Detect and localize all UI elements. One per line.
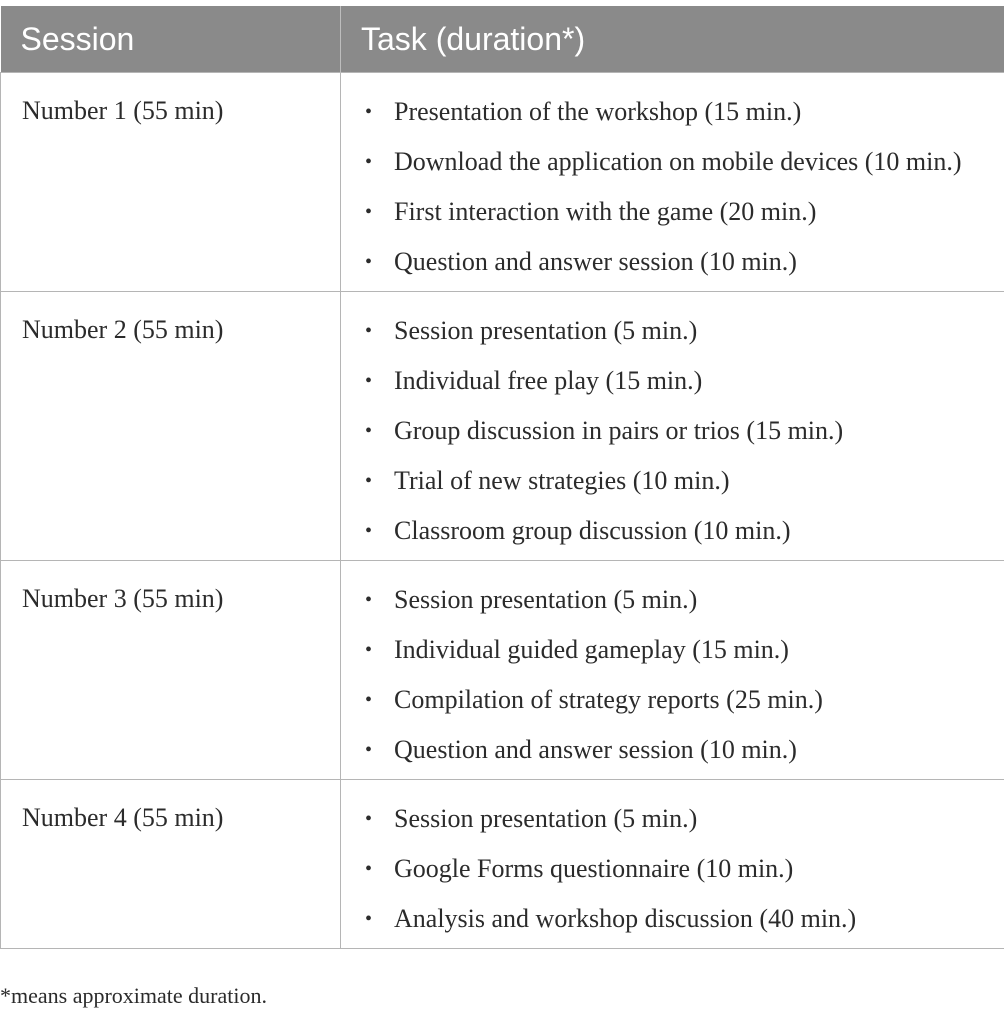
task-text: Question and answer session (10 min.) — [394, 247, 797, 276]
list-item — [341, 794, 1004, 844]
schedule-table-container — [0, 6, 1004, 949]
header-task: Task (duration*) — [341, 6, 1004, 73]
bullet-icon: • — [365, 151, 373, 173]
list-item — [341, 356, 1004, 406]
bullet-icon: • — [365, 370, 373, 392]
header-session: Session — [1, 6, 341, 73]
bullet-icon: • — [365, 739, 373, 761]
table-row — [1, 561, 1004, 780]
session-cell: Number 2 (55 min) — [1, 292, 341, 561]
task-text: First interaction with the game (20 min.) — [394, 197, 817, 226]
list-item — [341, 406, 1004, 456]
bullet-icon: • — [365, 251, 373, 273]
bullet-icon: • — [365, 520, 373, 542]
bullet-icon: • — [365, 689, 373, 711]
session-cell: Number 3 (55 min) — [1, 561, 341, 780]
list-item — [341, 137, 1004, 187]
list-item — [341, 306, 1004, 356]
task-text: Session presentation (5 min.) — [394, 804, 698, 833]
table-row — [1, 780, 1004, 949]
bullet-icon: • — [365, 639, 373, 661]
bullet-icon: • — [365, 201, 373, 223]
list-item — [341, 575, 1004, 625]
task-text: Session presentation (5 min.) — [394, 585, 698, 614]
list-item — [341, 894, 1004, 944]
table-row — [1, 292, 1004, 561]
list-item — [341, 844, 1004, 894]
task-text: Trial of new strategies (10 min.) — [394, 466, 730, 495]
task-text: Individual free play (15 min.) — [394, 366, 703, 395]
bullet-icon: • — [365, 470, 373, 492]
task-text: Download the application on mobile devices (10 min.) — [394, 147, 962, 176]
table-body — [1, 73, 1004, 949]
bullet-icon: • — [365, 101, 373, 123]
schedule-table — [0, 6, 1004, 949]
list-item — [341, 675, 1004, 725]
task-text: Question and answer session (10 min.) — [394, 735, 797, 764]
task-list — [341, 306, 1004, 556]
task-text: Group discussion in pairs or trios (15 min.) — [394, 416, 844, 445]
list-item — [341, 187, 1004, 237]
task-text: Google Forms questionnaire (10 min.) — [394, 854, 794, 883]
list-item — [341, 237, 1004, 287]
task-list — [341, 575, 1004, 775]
tasks-cell — [341, 561, 1004, 780]
task-text: Classroom group discussion (10 min.) — [394, 516, 791, 545]
tasks-cell — [341, 780, 1004, 949]
list-item — [341, 456, 1004, 506]
task-text: Presentation of the workshop (15 min.) — [394, 97, 802, 126]
tasks-cell — [341, 73, 1004, 292]
list-item — [341, 625, 1004, 675]
session-cell: Number 4 (55 min) — [1, 780, 341, 949]
table-header-row — [1, 6, 1004, 73]
task-text: Individual guided gameplay (15 min.) — [394, 635, 789, 664]
bullet-icon: • — [365, 808, 373, 830]
list-item — [341, 87, 1004, 137]
bullet-icon: • — [365, 320, 373, 342]
bullet-icon: • — [365, 908, 373, 930]
task-text: Compilation of strategy reports (25 min.) — [394, 685, 823, 714]
task-list — [341, 87, 1004, 287]
list-item — [341, 725, 1004, 775]
table-row — [1, 73, 1004, 292]
task-text: Analysis and workshop discussion (40 min.) — [394, 904, 857, 933]
session-cell: Number 1 (55 min) — [1, 73, 341, 292]
list-item — [341, 506, 1004, 556]
task-text: Session presentation (5 min.) — [394, 316, 698, 345]
tasks-cell — [341, 292, 1004, 561]
footnote: *means approximate duration. — [0, 983, 267, 1008]
task-list — [341, 794, 1004, 944]
bullet-icon: • — [365, 589, 373, 611]
bullet-icon: • — [365, 858, 373, 880]
bullet-icon: • — [365, 420, 373, 442]
